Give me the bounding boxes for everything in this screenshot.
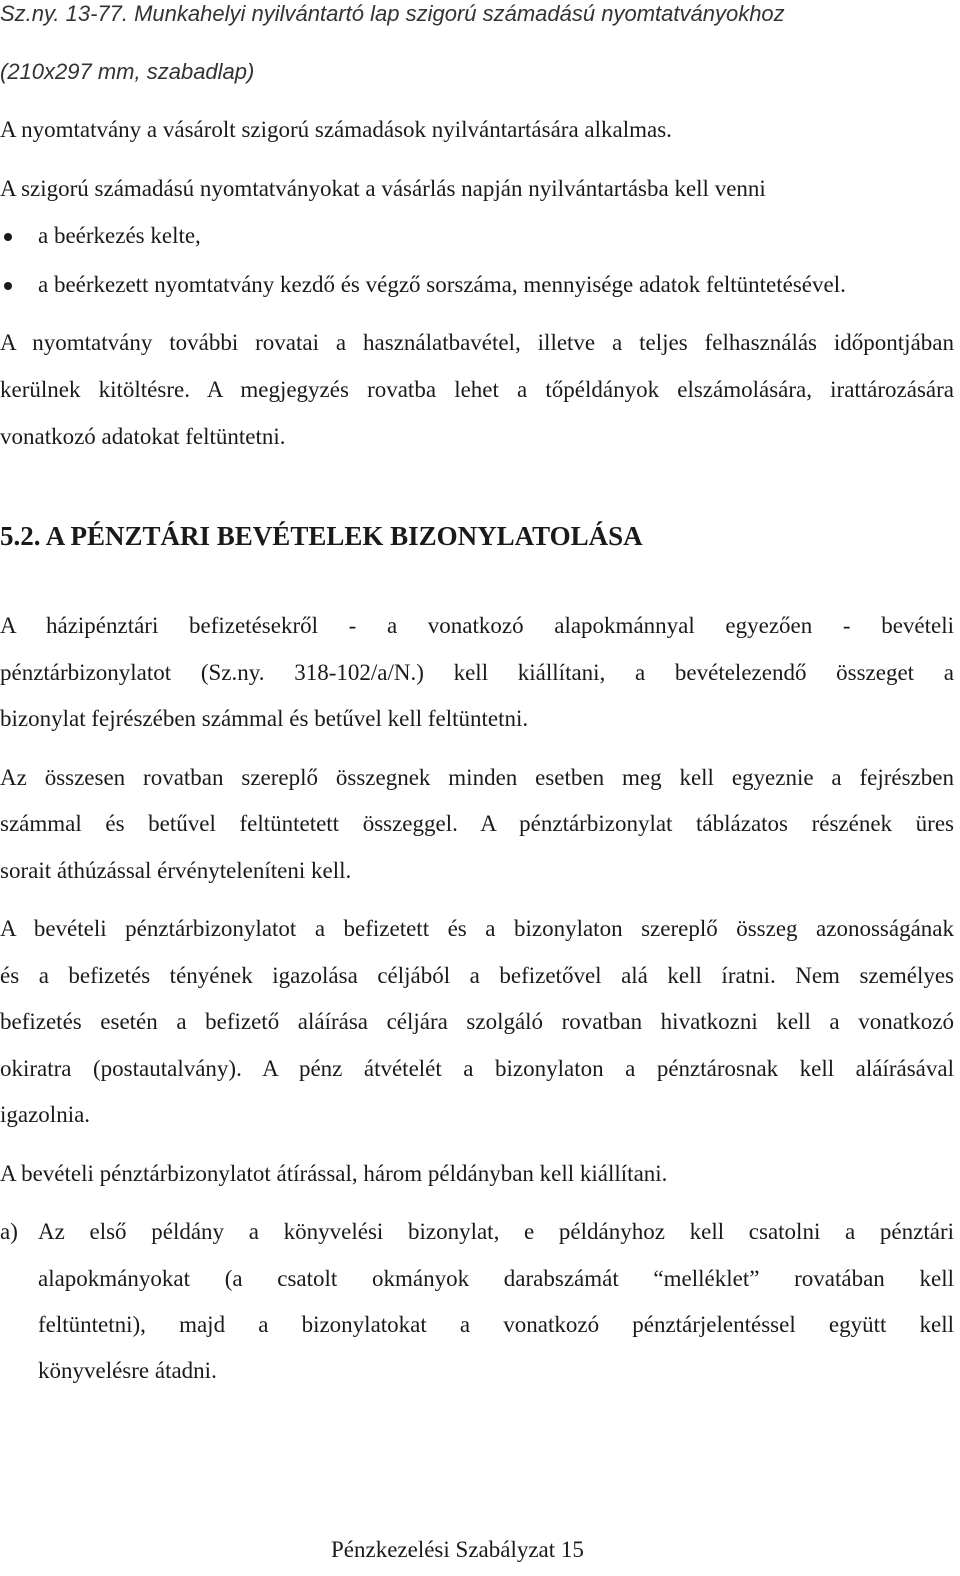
section-paragraph-1-line: bizonylat fejrészében számmal és betűvel kell feltüntetni. [0,706,529,731]
section-paragraph-4: A bevételi pénztárbizonylatot átírással, három példányban kell kiállítani. [0,1161,668,1186]
section-paragraph-3-line: okiratra (postautalvány). A pénz átvételét a bizonylaton a pénztárosnak kell aláírásával [0,1056,954,1081]
section-paragraph-2-line: sorait áthúzással érvényteleníteni kell. [0,858,352,883]
bullet-item: a beérkezés kelte, [38,223,201,248]
header-line-2: (210x297 mm, szabadlap) [0,59,255,84]
page-footer: Pénzkezelési Szabályzat 15 [331,1537,584,1562]
section-paragraph-3-line: és a befizetés tényének igazolása céljából a befizetővel alá kell íratni. Nem személyes [0,963,954,988]
list-item-a-line: Az első példány a könyvelési bizonylat, e példányhoz kell csatolni a pénztári [38,1219,954,1244]
bullet-item: a beérkezett nyomtatvány kezdő és végző sorszáma, mennyisége adatok feltüntetésével. [38,272,846,297]
section-paragraph-2-line: Az összesen rovatban szereplő összegnek minden esetben meg kell egyeznie a fejrészben [0,765,954,790]
section-paragraph-3-line: befizetés esetén a befizető aláírása céljára szolgáló rovatban hivatkozni kell a vonatkozó [0,1009,954,1034]
bullet-dot-icon [4,233,12,241]
list-item-a-line: alapokmányokat (a csatolt okmányok darabszámát “melléklet” rovatában kell [38,1266,954,1291]
intro-paragraph-1: A nyomtatvány a vásárolt szigorú számadások nyilvántartására alkalmas. [0,117,672,142]
intro-paragraph-3-line: kerülnek kitöltésre. A megjegyzés rovatba lehet a tőpéldányok elszámolására, irattározására [0,377,954,402]
intro-paragraph-2: A szigorú számadású nyomtatványokat a vásárlás napján nyilvántartásba kell venni [0,176,766,201]
list-item-a-line: könyvelésre átadni. [38,1358,217,1383]
section-paragraph-2-line: számmal és betűvel feltüntetett összeggel. A pénztárbizonylat táblázatos részének üres [0,811,954,836]
intro-paragraph-3-line: vonatkozó adatokat feltüntetni. [0,424,286,449]
section-heading: 5.2. A PÉNZTÁRI BEVÉTELEK BIZONYLATOLÁSA [0,521,643,551]
section-paragraph-1-line: pénztárbizonylatot (Sz.ny. 318-102/a/N.) kell kiállítani, a bevételezendő összeget a [0,660,954,685]
header-line-1: Sz.ny. 13-77. Munkahelyi nyilvántartó lap szigorú számadású nyomtatványokhoz [0,1,785,26]
bullet-dot-icon [4,282,12,290]
list-marker-a: a) [0,1219,18,1244]
section-paragraph-1-line: A házipénztári befizetésekről - a vonatkozó alapokmánnyal egyezően - bevételi [0,613,954,638]
list-item-a-line: feltüntetni), majd a bizonylatokat a vonatkozó pénztárjelentéssel együtt kell [38,1312,954,1337]
section-paragraph-3-line: A bevételi pénztárbizonylatot a befizetett és a bizonylaton szereplő összeg azonosságának [0,916,954,941]
section-paragraph-3-line: igazolnia. [0,1102,91,1127]
intro-paragraph-3-line: A nyomtatvány további rovatai a használatbavétel, illetve a teljes felhasználás időpontjában [0,330,954,355]
